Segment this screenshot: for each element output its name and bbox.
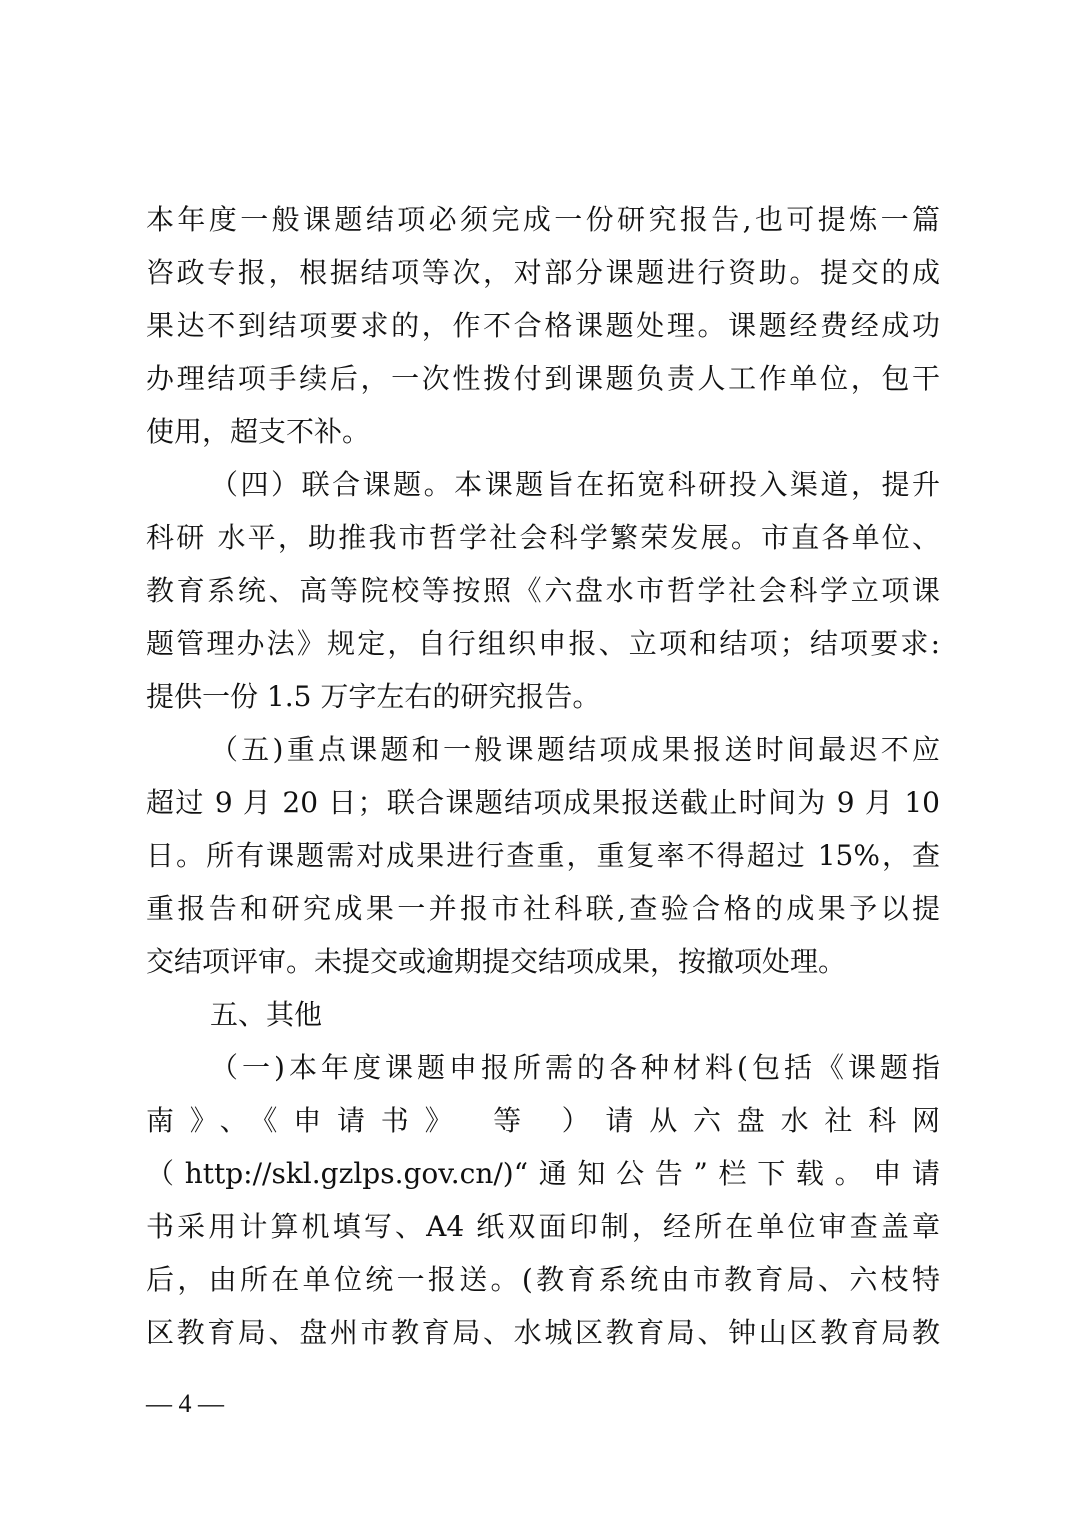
chapter-heading-other: 五、其他 [210,998,323,1031]
body-line-1: 本年度一般课题结项必须完成一份研究报告,也可提炼一篇 [146,203,940,236]
body-line-12: 超过 9 月 20 日；联合课题结项成果报送截止时间为 9 月 10 [146,786,940,819]
body-line-10: 提供一份 1.5 万字左右的研究报告。 [146,680,601,713]
body-line-8: 教育系统、高等院校等按照《六盘水市哲学社会科学立项课 [146,574,940,607]
body-line-13: 日。所有课题需对成果进行查重，重复率不得超过 15%，查 [146,839,940,872]
body-line-19: （http://skl.gzlps.gov.cn/)“通知公告”栏下载。申请 [146,1157,940,1190]
body-line-22: 区教育局、盘州市教育局、水城区教育局、钟山区教育局教 [146,1316,940,1349]
body-line-18: 南》、《申请书》 等 ）请从六盘水社科网 [146,1104,940,1137]
body-line-3: 果达不到结项要求的，作不合格课题处理。课题经费经成功 [146,309,940,342]
body-line-2: 咨政专报，根据结项等次，对部分课题进行资助。提交的成 [146,256,940,289]
section-5-heading-line: （五)重点课题和一般课题结项成果报送时间最迟不应 [210,733,940,766]
page-number: — 4 — [146,1389,224,1418]
section-1-heading-line: （一)本年度课题申报所需的各种材料(包括《课题指 [210,1051,940,1084]
body-line-14: 重报告和研究成果一并报市社科联,查验合格的成果予以提 [146,892,940,925]
body-line-7: 科研 水平，助推我市哲学社会科学繁荣发展。市直各单位、 [146,521,940,554]
body-line-21: 后，由所在单位统一报送。(教育系统由市教育局、六枝特 [146,1263,940,1296]
body-line-9: 题管理办法》规定，自行组织申报、立项和结项；结项要求: [146,627,940,660]
body-line-20: 书采用计算机填写、A4 纸双面印制，经所在单位审查盖章 [146,1210,940,1243]
body-line-5: 使用，超支不补。 [146,415,371,448]
body-line-4: 办理结项手续后，一次性拨付到课题负责人工作单位，包干 [146,362,940,395]
body-line-15: 交结项评审。未提交或逾期提交结项成果，按撤项处理。 [146,945,847,978]
section-4-heading-line: （四）联合课题。本课题旨在拓宽科研投入渠道，提升 [210,468,940,501]
